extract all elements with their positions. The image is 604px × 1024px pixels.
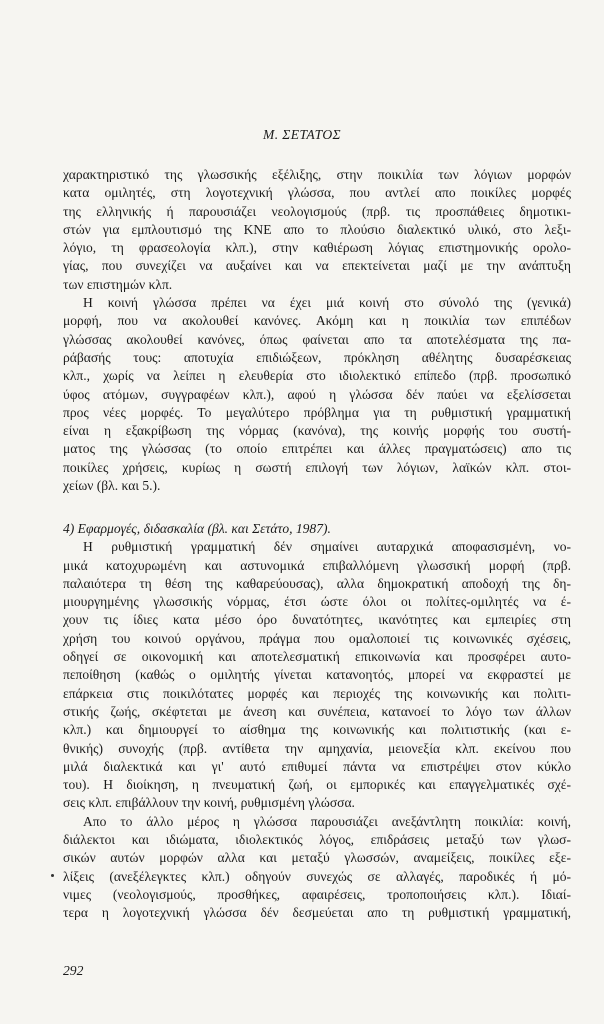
text-line: σεις κλπ. επιβάλλουν την κοινή, ρυθμισμένη γλώσσα.	[63, 795, 355, 811]
text-line: της ελληνικής ή παρουσιάζει νεολογισμούς (πρβ. τις προσπάθειες δημοτικι-	[63, 203, 571, 219]
text-line: μιλά διαλεκτικά και γι' αυτό επιθυμεί πάντα να επιστρέψει στον κύκλο	[63, 758, 571, 774]
text-line: νιμες (νεολογισμούς, προσθήκες, αφαιρέσεις, τροποποιήσεις κλπ.). Ιδιαί-	[63, 886, 571, 902]
text-line: προς νέες μορφές. Το μεγαλύτερο πρόβλημα για τη ρυθμιστική γραμματική	[63, 404, 571, 420]
text-line: λίξεις (ανεξέλεγκτες κλπ.) οδηγούν συνεχώς σε αλλαγές, παροδικές ή μό-	[63, 868, 571, 884]
text-line: μιουργημένης γλωσσικής νόρμας, έτσι ώστε όλοι οι πολίτες-ομιλητές να έ-	[63, 594, 571, 610]
text-line: χουν τις ίδιες κατα μέσο όρο δυνατότητες, ικανότητες και εμπειρίες στη	[63, 612, 571, 628]
text-line: χαρακτηριστικό της γλωσσικής εξέλιξης, στην ποικιλία των λόγιων μορφών	[63, 167, 571, 182]
text-line: κλπ.) και δημιουργεί το αίσθημα της κοινωνικής και πολιτιστικής (και ε-	[63, 722, 571, 738]
margin-mark	[51, 874, 54, 877]
text-line: οδηγεί σε οικονομική και αποτελεσματική επικοινωνία και προσφέρει αυτο-	[63, 649, 571, 665]
text-line: μικά κατοχυρωμένη και αστυνομικά επιβαλλόμενη γλωσσική μορφή (πρβ.	[63, 557, 571, 573]
text-line: λόγιο, τη φρασεολογία κλπ.), στην καθιέρωση λόγιας επιστημονικής ορολο-	[63, 240, 571, 256]
text-line: χρήση του κοινού οργάνου, πράγμα που ομαλοποιεί τις κοινωνικές σχέσεις,	[63, 630, 571, 646]
text-line: πεποίθηση (καθώς ο ομιλητής γίνεται κατανοητός, μπορεί να εκφραστεί με	[63, 667, 571, 683]
text-line: ποικίλες χρήσεις, κυρίως η σωστή επιλογή των λόγιων, λαϊκών κλπ. στοι-	[63, 459, 571, 475]
text-line: κλπ., χωρίς να λείπει η ελευθερία στο ιδιολεκτικό επίπεδο (πρβ. προσωπικό	[63, 368, 571, 384]
text-line: τερα η λογοτεχνική γλώσσα δέν δεσμεύεται απο τη ρυθμιστική γραμματική,	[63, 905, 571, 921]
text-line: επάρκεια στις ποικιλότατες μορφές και περιοχές της κοινωνικής και πολιτι-	[63, 685, 571, 701]
text-line: στών για εμπλουτισμό της ΚΝΕ απο το πλούσιο διαλεκτικό υλικό, στο λεξι-	[63, 221, 571, 237]
body-text-block-1	[63, 166, 571, 495]
text-line: ύφος ατόμων, συγγραφέων κλπ.), αφού η γλώσσα δέν παύει να εξελίσσεται	[63, 386, 571, 402]
text-line: κατα ομιλητές, στη λογοτεχνική γλώσσα, που αντλεί απο ποικίλες μορφές	[63, 185, 571, 201]
text-line: ματος της γλώσσας (το οποίο επιτρέπει και άλλες πραγματώσεις) απο τις	[63, 441, 571, 457]
text-line: ράβασής τους: αποτυχία επιδιώξεων, πρόκληση αθέλητης δυσαρέσκειας	[63, 349, 571, 365]
text-line: των επιστημών κλπ.	[63, 276, 173, 292]
text-line: διάλεκτοι και ιδιώματα, ιδιολεκτικός λόγος, επιδράσεις μεταξύ των γλωσ-	[63, 832, 571, 848]
text-line: μορφή, που να ακολουθεί κανόνες. Ακόμη και η ποικιλία των επιπέδων	[63, 313, 571, 329]
text-line: γίας, που συνεχίζει να αυξαίνει και να επεκτείνεται μαζί με την ανάπτυξη	[63, 258, 571, 274]
text-line: σικών αυτών μορφών αλλα και μεταξύ γλωσσών, αναμείξεις, ποικίλες εξε-	[63, 850, 571, 866]
text-line: Απο το άλλο μέρος η γλώσσα παρουσιάζει ανεξάντλητη ποικιλία: κοινή,	[83, 813, 571, 829]
text-line: θνικής) συνοχής (πρβ. αντίθετα την αμηχανία, μειονεξία κλπ. εκείνου που	[63, 740, 571, 756]
page-number: 292	[63, 963, 84, 978]
text-line: στικής ζωής, σκέφτεται με άνεση και συνέπεια, κατανοεί το λόγο των άλλων	[63, 703, 571, 719]
text-line: παλαιότερα τη θέση της καθαρεύουσας), αλλα δημοκρατική αποδοχή της δη-	[63, 575, 571, 591]
text-line: Η ρυθμιστική γραμματική δέν σημαίνει αυταρχικά αποφασισμένη, νο-	[83, 539, 571, 555]
running-header: Μ. ΣΕΤΑΤΟΣ	[262, 127, 342, 142]
text-line: Η κοινή γλώσσα πρέπει να έχει μιά κοινή στο σύνολό της (γενικά)	[83, 295, 571, 311]
text-line: γλώσσας ακολουθεί κανόνες, όπως φαίνεται απο τα αποτελέσματα της πα-	[63, 331, 571, 347]
text-line: είναι η εξακρίβωση της νόρμας (κανόνα), της κοινής μορφής του συστή-	[63, 423, 571, 439]
section-heading: 4) Εφαρμογές, διδασκαλία (βλ. και Σετάτο, 1987).	[63, 521, 331, 536]
body-text-block-2	[63, 520, 571, 923]
text-line: του). Η διοίκηση, η πνευματική ζωή, οι εμπορικές και επαγγελματικές σχέ-	[63, 777, 571, 793]
text-line: χείων (βλ. και 5.).	[63, 478, 161, 494]
